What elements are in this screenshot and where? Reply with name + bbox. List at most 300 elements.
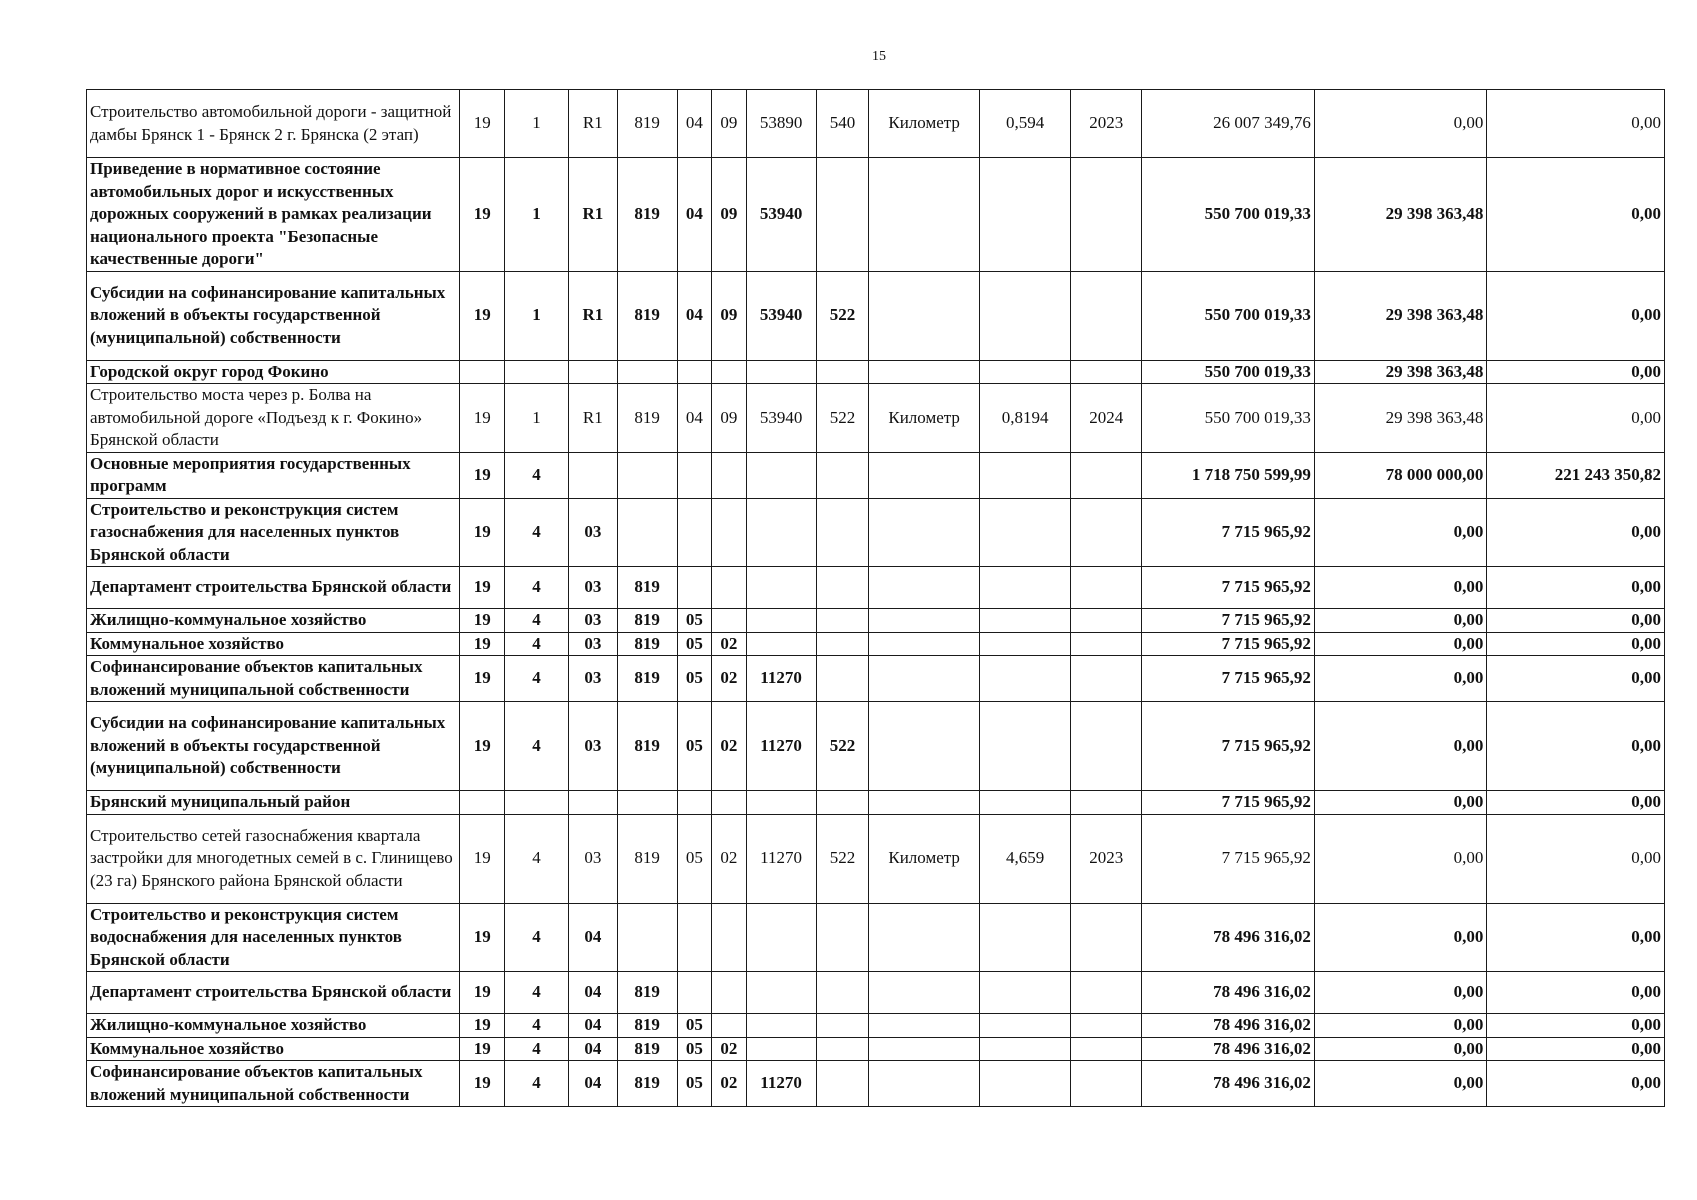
code-subsection-cell: 02 bbox=[712, 814, 747, 903]
unit-of-measure-cell bbox=[869, 452, 980, 498]
code-expense-type-cell bbox=[816, 632, 869, 656]
amount-year-2-cell: 0,00 bbox=[1314, 972, 1487, 1014]
amount-year-3-cell: 0,00 bbox=[1487, 632, 1665, 656]
row-name-cell: Софинансирование объектов капитальных вложений муниципальной собственности bbox=[87, 1061, 460, 1107]
row-name-cell: Жилищно-коммунальное хозяйство bbox=[87, 609, 460, 633]
code-expense-type-cell bbox=[816, 360, 869, 384]
capacity-cell bbox=[979, 632, 1070, 656]
table-row bbox=[87, 791, 1665, 815]
amount-year-3-cell: 0,00 bbox=[1487, 567, 1665, 609]
row-name-cell: Основные мероприятия государственных программ bbox=[87, 452, 460, 498]
code-subsection-cell bbox=[712, 903, 747, 972]
code-grbs-cell: 819 bbox=[617, 814, 677, 903]
code-program-cell: 19 bbox=[460, 1037, 505, 1061]
code-direction-cell bbox=[746, 903, 816, 972]
code-subprogram-cell: 1 bbox=[505, 158, 569, 272]
unit-of-measure-cell: Километр bbox=[869, 90, 980, 158]
capacity-cell bbox=[979, 498, 1070, 567]
code-subsection-cell: 09 bbox=[712, 384, 747, 453]
code-direction-cell bbox=[746, 609, 816, 633]
commission-year-cell bbox=[1071, 656, 1142, 702]
code-subsection-cell: 02 bbox=[712, 1061, 747, 1107]
amount-year-3-cell: 0,00 bbox=[1487, 271, 1665, 360]
amount-year-3-cell: 0,00 bbox=[1487, 656, 1665, 702]
capacity-cell bbox=[979, 609, 1070, 633]
code-subsection-cell bbox=[712, 972, 747, 1014]
code-event-cell bbox=[569, 452, 618, 498]
amount-year-2-cell: 0,00 bbox=[1314, 656, 1487, 702]
code-event-cell bbox=[569, 360, 618, 384]
row-name-cell: Строительство и реконструкция систем газоснабжения для населенных пунктов Брянской области bbox=[87, 498, 460, 567]
amount-year-3-cell: 0,00 bbox=[1487, 1061, 1665, 1107]
capacity-cell bbox=[979, 903, 1070, 972]
code-subsection-cell: 02 bbox=[712, 632, 747, 656]
amount-year-2-cell: 0,00 bbox=[1314, 90, 1487, 158]
code-expense-type-cell bbox=[816, 791, 869, 815]
code-direction-cell bbox=[746, 360, 816, 384]
code-grbs-cell: 819 bbox=[617, 656, 677, 702]
code-subsection-cell: 09 bbox=[712, 271, 747, 360]
capacity-cell: 0,8194 bbox=[979, 384, 1070, 453]
code-program-cell: 19 bbox=[460, 158, 505, 272]
row-name-cell: Коммунальное хозяйство bbox=[87, 632, 460, 656]
code-event-cell: 04 bbox=[569, 1037, 618, 1061]
amount-year-1-cell: 78 496 316,02 bbox=[1142, 1037, 1315, 1061]
code-subprogram-cell: 4 bbox=[505, 498, 569, 567]
code-expense-type-cell bbox=[816, 609, 869, 633]
amount-year-2-cell: 29 398 363,48 bbox=[1314, 158, 1487, 272]
code-program-cell: 19 bbox=[460, 498, 505, 567]
table-row bbox=[87, 814, 1665, 903]
amount-year-1-cell: 550 700 019,33 bbox=[1142, 158, 1315, 272]
code-direction-cell bbox=[746, 452, 816, 498]
code-grbs-cell: 819 bbox=[617, 972, 677, 1014]
amount-year-2-cell: 29 398 363,48 bbox=[1314, 271, 1487, 360]
unit-of-measure-cell bbox=[869, 972, 980, 1014]
amount-year-1-cell: 26 007 349,76 bbox=[1142, 90, 1315, 158]
row-name-cell: Строительство и реконструкция систем водоснабжения для населенных пунктов Брянской области bbox=[87, 903, 460, 972]
code-section-cell bbox=[677, 903, 712, 972]
code-expense-type-cell: 522 bbox=[816, 702, 869, 791]
code-event-cell: 03 bbox=[569, 656, 618, 702]
code-subprogram-cell: 4 bbox=[505, 702, 569, 791]
code-program-cell: 19 bbox=[460, 1014, 505, 1038]
table-row bbox=[87, 1061, 1665, 1107]
commission-year-cell bbox=[1071, 1037, 1142, 1061]
amount-year-1-cell: 78 496 316,02 bbox=[1142, 903, 1315, 972]
amount-year-2-cell: 0,00 bbox=[1314, 498, 1487, 567]
code-program-cell: 19 bbox=[460, 384, 505, 453]
code-section-cell: 04 bbox=[677, 90, 712, 158]
amount-year-2-cell: 0,00 bbox=[1314, 1061, 1487, 1107]
code-subprogram-cell: 4 bbox=[505, 452, 569, 498]
code-direction-cell: 11270 bbox=[746, 702, 816, 791]
code-event-cell: 03 bbox=[569, 498, 618, 567]
code-program-cell bbox=[460, 360, 505, 384]
code-program-cell: 19 bbox=[460, 1061, 505, 1107]
unit-of-measure-cell bbox=[869, 271, 980, 360]
amount-year-1-cell: 78 496 316,02 bbox=[1142, 1014, 1315, 1038]
amount-year-3-cell: 0,00 bbox=[1487, 1014, 1665, 1038]
code-program-cell: 19 bbox=[460, 702, 505, 791]
code-grbs-cell bbox=[617, 791, 677, 815]
amount-year-2-cell: 78 000 000,00 bbox=[1314, 452, 1487, 498]
page-number: 15 bbox=[872, 49, 886, 64]
row-name-cell: Софинансирование объектов капитальных вложений муниципальной собственности bbox=[87, 656, 460, 702]
amount-year-1-cell: 1 718 750 599,99 bbox=[1142, 452, 1315, 498]
row-name-cell: Жилищно-коммунальное хозяйство bbox=[87, 1014, 460, 1038]
code-direction-cell bbox=[746, 498, 816, 567]
amount-year-2-cell: 0,00 bbox=[1314, 567, 1487, 609]
code-program-cell: 19 bbox=[460, 972, 505, 1014]
capacity-cell bbox=[979, 1014, 1070, 1038]
code-expense-type-cell bbox=[816, 1061, 869, 1107]
code-section-cell: 05 bbox=[677, 1037, 712, 1061]
amount-year-1-cell: 7 715 965,92 bbox=[1142, 498, 1315, 567]
amount-year-3-cell: 0,00 bbox=[1487, 814, 1665, 903]
table-row bbox=[87, 452, 1665, 498]
capacity-cell: 0,594 bbox=[979, 90, 1070, 158]
code-subprogram-cell bbox=[505, 791, 569, 815]
capacity-cell bbox=[979, 791, 1070, 815]
code-expense-type-cell bbox=[816, 903, 869, 972]
code-program-cell: 19 bbox=[460, 567, 505, 609]
amount-year-2-cell: 0,00 bbox=[1314, 609, 1487, 633]
code-grbs-cell: 819 bbox=[617, 1037, 677, 1061]
commission-year-cell bbox=[1071, 632, 1142, 656]
code-section-cell: 05 bbox=[677, 609, 712, 633]
amount-year-1-cell: 7 715 965,92 bbox=[1142, 702, 1315, 791]
code-section-cell bbox=[677, 498, 712, 567]
code-section-cell bbox=[677, 360, 712, 384]
code-program-cell bbox=[460, 791, 505, 815]
code-subsection-cell bbox=[712, 360, 747, 384]
capacity-cell bbox=[979, 158, 1070, 272]
commission-year-cell bbox=[1071, 567, 1142, 609]
table-row bbox=[87, 632, 1665, 656]
code-subprogram-cell: 4 bbox=[505, 609, 569, 633]
unit-of-measure-cell bbox=[869, 632, 980, 656]
code-program-cell: 19 bbox=[460, 90, 505, 158]
amount-year-1-cell: 78 496 316,02 bbox=[1142, 972, 1315, 1014]
unit-of-measure-cell: Километр bbox=[869, 384, 980, 453]
amount-year-1-cell: 550 700 019,33 bbox=[1142, 360, 1315, 384]
amount-year-2-cell: 29 398 363,48 bbox=[1314, 384, 1487, 453]
code-event-cell: R1 bbox=[569, 384, 618, 453]
amount-year-1-cell: 7 715 965,92 bbox=[1142, 567, 1315, 609]
row-name-cell: Брянский муниципальный район bbox=[87, 791, 460, 815]
amount-year-1-cell: 7 715 965,92 bbox=[1142, 791, 1315, 815]
capacity-cell: 4,659 bbox=[979, 814, 1070, 903]
budget-table bbox=[86, 89, 1665, 1107]
code-section-cell: 05 bbox=[677, 656, 712, 702]
code-subsection-cell: 02 bbox=[712, 656, 747, 702]
table-row bbox=[87, 498, 1665, 567]
amount-year-3-cell: 0,00 bbox=[1487, 972, 1665, 1014]
capacity-cell bbox=[979, 360, 1070, 384]
table-row bbox=[87, 360, 1665, 384]
amount-year-3-cell: 0,00 bbox=[1487, 384, 1665, 453]
code-subsection-cell: 09 bbox=[712, 90, 747, 158]
code-subprogram-cell: 4 bbox=[505, 1037, 569, 1061]
code-direction-cell: 11270 bbox=[746, 656, 816, 702]
code-event-cell: R1 bbox=[569, 90, 618, 158]
code-section-cell: 05 bbox=[677, 1061, 712, 1107]
row-name-cell: Строительство автомобильной дороги - защитной дамбы Брянск 1 - Брянск 2 г. Брянска (2 этап) bbox=[87, 90, 460, 158]
table-row bbox=[87, 656, 1665, 702]
table-row bbox=[87, 384, 1665, 453]
code-subprogram-cell: 4 bbox=[505, 656, 569, 702]
code-direction-cell bbox=[746, 972, 816, 1014]
code-grbs-cell: 819 bbox=[617, 1014, 677, 1038]
amount-year-3-cell: 0,00 bbox=[1487, 1037, 1665, 1061]
code-subsection-cell bbox=[712, 791, 747, 815]
code-grbs-cell: 819 bbox=[617, 702, 677, 791]
unit-of-measure-cell bbox=[869, 791, 980, 815]
code-grbs-cell: 819 bbox=[617, 632, 677, 656]
code-subprogram-cell: 4 bbox=[505, 972, 569, 1014]
amount-year-2-cell: 0,00 bbox=[1314, 791, 1487, 815]
code-event-cell: 04 bbox=[569, 1014, 618, 1038]
amount-year-3-cell: 0,00 bbox=[1487, 360, 1665, 384]
unit-of-measure-cell bbox=[869, 1014, 980, 1038]
row-name-cell: Департамент строительства Брянской области bbox=[87, 972, 460, 1014]
code-event-cell: 04 bbox=[569, 903, 618, 972]
commission-year-cell bbox=[1071, 360, 1142, 384]
code-section-cell: 04 bbox=[677, 158, 712, 272]
code-section-cell: 04 bbox=[677, 271, 712, 360]
code-event-cell: R1 bbox=[569, 271, 618, 360]
commission-year-cell: 2023 bbox=[1071, 814, 1142, 903]
amount-year-3-cell: 221 243 350,82 bbox=[1487, 452, 1665, 498]
commission-year-cell bbox=[1071, 972, 1142, 1014]
capacity-cell bbox=[979, 656, 1070, 702]
unit-of-measure-cell bbox=[869, 1061, 980, 1107]
commission-year-cell bbox=[1071, 452, 1142, 498]
code-direction-cell: 53940 bbox=[746, 384, 816, 453]
table-row bbox=[87, 1014, 1665, 1038]
row-name-cell: Субсидии на софинансирование капитальных вложений в объекты государственной (муниципальной) собственности bbox=[87, 702, 460, 791]
amount-year-3-cell: 0,00 bbox=[1487, 498, 1665, 567]
amount-year-1-cell: 550 700 019,33 bbox=[1142, 384, 1315, 453]
code-subsection-cell: 02 bbox=[712, 1037, 747, 1061]
code-grbs-cell: 819 bbox=[617, 609, 677, 633]
code-direction-cell bbox=[746, 567, 816, 609]
commission-year-cell bbox=[1071, 1061, 1142, 1107]
code-subprogram-cell: 4 bbox=[505, 814, 569, 903]
amount-year-2-cell: 0,00 bbox=[1314, 632, 1487, 656]
code-section-cell: 05 bbox=[677, 1014, 712, 1038]
amount-year-1-cell: 550 700 019,33 bbox=[1142, 271, 1315, 360]
unit-of-measure-cell: Километр bbox=[869, 814, 980, 903]
table-row bbox=[87, 271, 1665, 360]
code-direction-cell bbox=[746, 1014, 816, 1038]
row-name-cell: Коммунальное хозяйство bbox=[87, 1037, 460, 1061]
code-subprogram-cell: 1 bbox=[505, 271, 569, 360]
amount-year-3-cell: 0,00 bbox=[1487, 903, 1665, 972]
amount-year-2-cell: 0,00 bbox=[1314, 1014, 1487, 1038]
amount-year-2-cell: 29 398 363,48 bbox=[1314, 360, 1487, 384]
capacity-cell bbox=[979, 452, 1070, 498]
code-expense-type-cell: 522 bbox=[816, 271, 869, 360]
commission-year-cell bbox=[1071, 1014, 1142, 1038]
code-section-cell: 05 bbox=[677, 632, 712, 656]
commission-year-cell bbox=[1071, 158, 1142, 272]
code-subprogram-cell: 4 bbox=[505, 632, 569, 656]
code-grbs-cell: 819 bbox=[617, 384, 677, 453]
amount-year-2-cell: 0,00 bbox=[1314, 1037, 1487, 1061]
table-row bbox=[87, 90, 1665, 158]
amount-year-2-cell: 0,00 bbox=[1314, 702, 1487, 791]
code-grbs-cell: 819 bbox=[617, 158, 677, 272]
code-direction-cell bbox=[746, 791, 816, 815]
code-event-cell: 03 bbox=[569, 609, 618, 633]
unit-of-measure-cell bbox=[869, 702, 980, 791]
code-subsection-cell bbox=[712, 567, 747, 609]
code-event-cell: 03 bbox=[569, 814, 618, 903]
table-row bbox=[87, 972, 1665, 1014]
row-name-cell: Приведение в нормативное состояние автомобильных дорог и искусственных дорожных сооружений в рамках реализации национального проекта "Безопасные качественные дороги" bbox=[87, 158, 460, 272]
code-expense-type-cell bbox=[816, 498, 869, 567]
table-row bbox=[87, 903, 1665, 972]
code-event-cell: 03 bbox=[569, 567, 618, 609]
capacity-cell bbox=[979, 702, 1070, 791]
row-name-cell: Субсидии на софинансирование капитальных вложений в объекты государственной (муниципальной) собственности bbox=[87, 271, 460, 360]
code-subsection-cell bbox=[712, 452, 747, 498]
unit-of-measure-cell bbox=[869, 609, 980, 633]
code-expense-type-cell bbox=[816, 656, 869, 702]
amount-year-2-cell: 0,00 bbox=[1314, 814, 1487, 903]
commission-year-cell bbox=[1071, 609, 1142, 633]
capacity-cell bbox=[979, 972, 1070, 1014]
code-section-cell bbox=[677, 567, 712, 609]
code-direction-cell: 11270 bbox=[746, 1061, 816, 1107]
unit-of-measure-cell bbox=[869, 360, 980, 384]
code-direction-cell: 11270 bbox=[746, 814, 816, 903]
code-section-cell bbox=[677, 452, 712, 498]
code-direction-cell: 53940 bbox=[746, 158, 816, 272]
code-subsection-cell: 02 bbox=[712, 702, 747, 791]
code-expense-type-cell: 540 bbox=[816, 90, 869, 158]
code-program-cell: 19 bbox=[460, 271, 505, 360]
code-subsection-cell bbox=[712, 1014, 747, 1038]
code-event-cell: 03 bbox=[569, 632, 618, 656]
code-expense-type-cell bbox=[816, 1037, 869, 1061]
table-body bbox=[87, 90, 1665, 1107]
row-name-cell: Строительство сетей газоснабжения квартала застройки для многодетных семей в с. Глинищево (23 га) Брянского района Брянской области bbox=[87, 814, 460, 903]
row-name-cell: Строительство моста через р. Болва на автомобильной дороге «Подъезд к г. Фокино» Брянской области bbox=[87, 384, 460, 453]
row-name-cell: Департамент строительства Брянской области bbox=[87, 567, 460, 609]
code-direction-cell bbox=[746, 1037, 816, 1061]
amount-year-1-cell: 7 715 965,92 bbox=[1142, 609, 1315, 633]
code-grbs-cell bbox=[617, 903, 677, 972]
code-subprogram-cell: 1 bbox=[505, 384, 569, 453]
code-subsection-cell: 09 bbox=[712, 158, 747, 272]
code-event-cell: R1 bbox=[569, 158, 618, 272]
code-event-cell: 04 bbox=[569, 1061, 618, 1107]
code-event-cell: 03 bbox=[569, 702, 618, 791]
amount-year-1-cell: 7 715 965,92 bbox=[1142, 632, 1315, 656]
code-direction-cell: 53940 bbox=[746, 271, 816, 360]
code-program-cell: 19 bbox=[460, 903, 505, 972]
code-direction-cell bbox=[746, 632, 816, 656]
code-expense-type-cell bbox=[816, 452, 869, 498]
code-event-cell: 04 bbox=[569, 972, 618, 1014]
table-row bbox=[87, 1037, 1665, 1061]
code-expense-type-cell bbox=[816, 567, 869, 609]
commission-year-cell bbox=[1071, 791, 1142, 815]
code-subsection-cell bbox=[712, 498, 747, 567]
commission-year-cell bbox=[1071, 498, 1142, 567]
code-grbs-cell: 819 bbox=[617, 271, 677, 360]
capacity-cell bbox=[979, 271, 1070, 360]
commission-year-cell bbox=[1071, 271, 1142, 360]
capacity-cell bbox=[979, 1061, 1070, 1107]
amount-year-1-cell: 7 715 965,92 bbox=[1142, 814, 1315, 903]
code-subprogram-cell bbox=[505, 360, 569, 384]
code-program-cell: 19 bbox=[460, 814, 505, 903]
unit-of-measure-cell bbox=[869, 1037, 980, 1061]
amount-year-3-cell: 0,00 bbox=[1487, 90, 1665, 158]
commission-year-cell: 2024 bbox=[1071, 384, 1142, 453]
code-grbs-cell: 819 bbox=[617, 90, 677, 158]
code-section-cell: 05 bbox=[677, 702, 712, 791]
amount-year-3-cell: 0,00 bbox=[1487, 158, 1665, 272]
amount-year-3-cell: 0,00 bbox=[1487, 791, 1665, 815]
code-expense-type-cell bbox=[816, 158, 869, 272]
code-program-cell: 19 bbox=[460, 632, 505, 656]
amount-year-2-cell: 0,00 bbox=[1314, 903, 1487, 972]
table-row bbox=[87, 158, 1665, 272]
code-subprogram-cell: 4 bbox=[505, 903, 569, 972]
code-subprogram-cell: 4 bbox=[505, 567, 569, 609]
code-grbs-cell bbox=[617, 452, 677, 498]
table-row bbox=[87, 609, 1665, 633]
unit-of-measure-cell bbox=[869, 903, 980, 972]
amount-year-1-cell: 78 496 316,02 bbox=[1142, 1061, 1315, 1107]
code-grbs-cell bbox=[617, 498, 677, 567]
code-subprogram-cell: 4 bbox=[505, 1061, 569, 1107]
commission-year-cell bbox=[1071, 903, 1142, 972]
unit-of-measure-cell bbox=[869, 158, 980, 272]
commission-year-cell: 2023 bbox=[1071, 90, 1142, 158]
code-section-cell bbox=[677, 791, 712, 815]
commission-year-cell bbox=[1071, 702, 1142, 791]
unit-of-measure-cell bbox=[869, 656, 980, 702]
code-subsection-cell bbox=[712, 609, 747, 633]
unit-of-measure-cell bbox=[869, 498, 980, 567]
code-grbs-cell: 819 bbox=[617, 567, 677, 609]
code-grbs-cell bbox=[617, 360, 677, 384]
code-section-cell bbox=[677, 972, 712, 1014]
code-expense-type-cell: 522 bbox=[816, 384, 869, 453]
code-event-cell bbox=[569, 791, 618, 815]
code-section-cell: 04 bbox=[677, 384, 712, 453]
capacity-cell bbox=[979, 1037, 1070, 1061]
code-expense-type-cell bbox=[816, 972, 869, 1014]
table-row bbox=[87, 567, 1665, 609]
capacity-cell bbox=[979, 567, 1070, 609]
code-program-cell: 19 bbox=[460, 656, 505, 702]
code-program-cell: 19 bbox=[460, 609, 505, 633]
amount-year-3-cell: 0,00 bbox=[1487, 702, 1665, 791]
amount-year-1-cell: 7 715 965,92 bbox=[1142, 656, 1315, 702]
amount-year-3-cell: 0,00 bbox=[1487, 609, 1665, 633]
code-direction-cell: 53890 bbox=[746, 90, 816, 158]
code-program-cell: 19 bbox=[460, 452, 505, 498]
unit-of-measure-cell bbox=[869, 567, 980, 609]
code-expense-type-cell: 522 bbox=[816, 814, 869, 903]
